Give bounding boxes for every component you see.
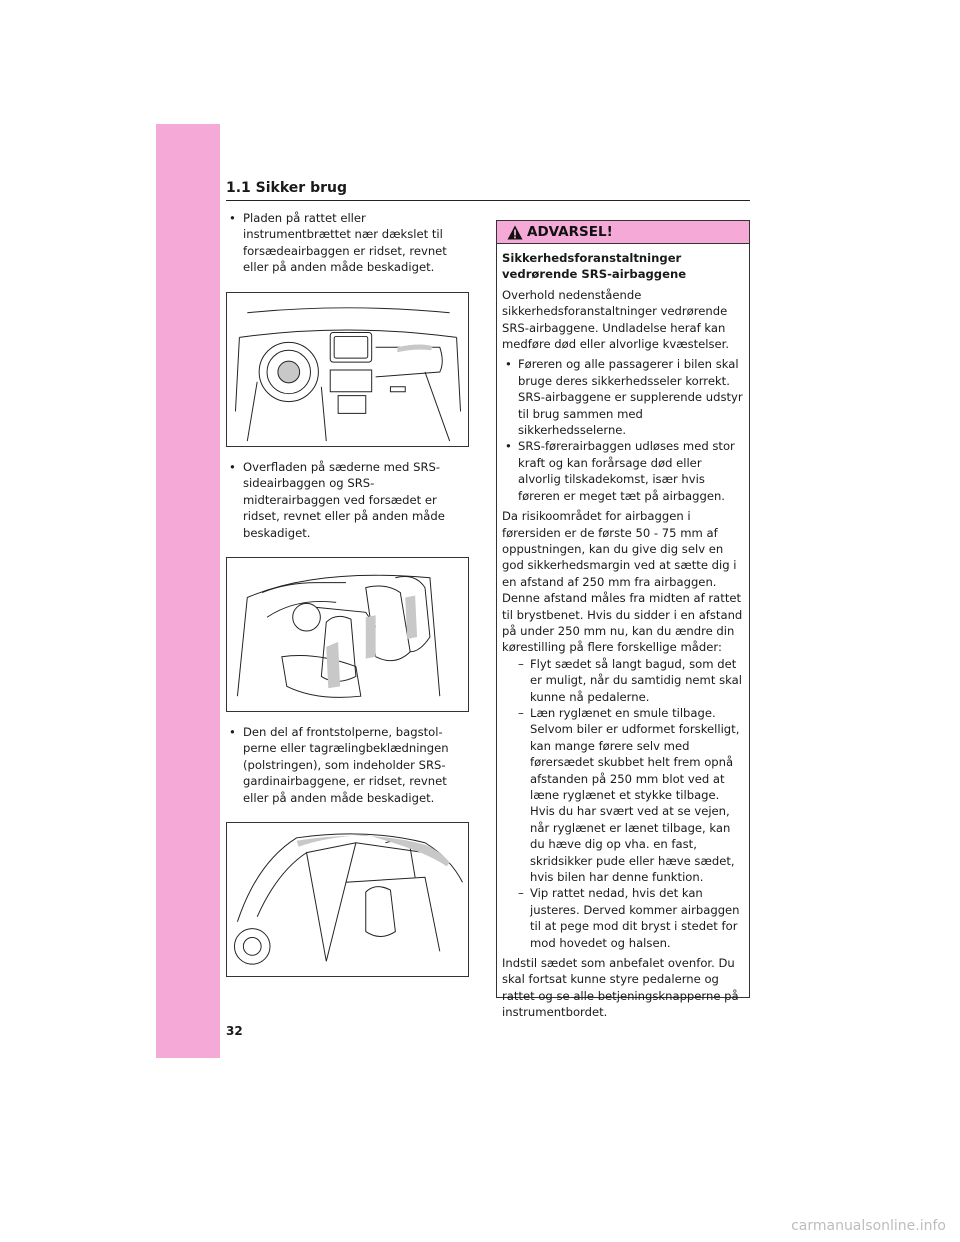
warning-bullet-seatbelts: • Føreren og alle passagerer i bilen skal bruge deres sikkerhedsseler korrekt. SRS-airbaggene er supplerende udstyr til brug sammen med sikkerhedsselerne.	[505, 357, 743, 438]
bullet-curtain-pillars: • Den del af frontstolperne, bagstol-perne eller tagrælingbeklædningen (polstringen), som indeholder SRS-gardinairbaggene, er ridset, revnet eller på anden måde beskadiget.	[229, 725, 449, 805]
left-column-3	[226, 724, 470, 806]
figure-dashboard	[226, 292, 469, 447]
bullet-steering-panel: • Pladen på rattet eller instrumentbrættet nær dækslet til forsædeairbaggen er ridset, revnet eller på anden måde beskadiget.	[229, 211, 447, 275]
watermark: carmanualsonline.info	[791, 1218, 946, 1234]
header-rule	[226, 200, 750, 201]
bullet-seat-surface: • Overfladen på sæderne med SRS-sideairbaggen og SRS-midterairbaggen ved forsædet er ridset, revnet eller på anden måde beskadiget.	[229, 460, 445, 540]
left-column	[226, 210, 470, 276]
warning-distance-paragraph: Da risikoområdet for airbaggen i førersiden er de første 50 - 75 mm af oppustningen, kan du give dig selv en god sikkerhedsmargin ved at sætte dig i en afstand af 250 mm fra airbaggen. Denne afstand måles fra midten af rattet til brystbenet. Hvis du sidder i en afstand på under 250 mm nu, kan du ændre din kørestilling på flere forskellige måder:	[502, 509, 743, 655]
warning-dash-tilt-wheel: – Vip rattet nedad, hvis det kan justeres. Derved kommer airbaggen til at pege mod dit bryst i stedet for mod hovedet og halsen.	[518, 886, 740, 950]
warning-header	[497, 221, 749, 244]
dashboard-illustration	[227, 293, 468, 446]
chapter-tab-strip	[156, 124, 220, 1058]
section-title: 1.1 Sikker brug	[226, 180, 347, 196]
figure-curtain	[226, 822, 469, 977]
warning-triangle-icon	[507, 225, 523, 240]
warning-title: ADVARSEL!	[527, 224, 613, 240]
seats-illustration	[227, 558, 468, 711]
curtain-illustration	[227, 823, 468, 976]
warning-bullet-driver-airbag: • SRS-førerairbaggen udløses med stor kraft og kan forårsage død eller alvorlig tilskadekomst, især hvis føreren er meget tæt på airbaggen.	[505, 439, 735, 503]
figure-seats	[226, 557, 469, 712]
warning-intro: Overhold nedenstående sikkerhedsforanstaltninger vedrørende SRS-airbaggene. Undladelse heraf kan medføre død eller alvorlige kvæstelser.	[502, 287, 730, 352]
left-column-2	[226, 459, 470, 541]
warning-subhead: Sikkerhedsforanstaltninger vedrørende SRS-airbaggene	[502, 251, 687, 282]
warning-dash-recline: – Læn ryglænet en smule tilbage. Selvom biler er udformet forskelligt, kan mange førere selv med førersædet skubbet helt frem opnå afstanden på 250 mm blot ved at læne ryglænet et stykke tilbage. Hvis du har svært ved at se vejen, når ryglænet er lænet tilbage, kan du hæve dig op vha. en fast, skridsikker pude eller hæve sædet, hvis bilen har denne funktion.	[518, 705, 740, 885]
warning-outro: Indstil sædet som anbefalet ovenfor. Du skal fortsat kunne styre pedalerne og rattet og se alle betjeningsknapperne på instrumentbordet.	[502, 956, 739, 1020]
warning-body	[497, 244, 749, 1021]
warning-box	[496, 220, 750, 1020]
page-number: 32	[226, 1024, 243, 1038]
warning-dash-move-seat: – Flyt sædet så langt bagud, som det er muligt, når du samtidig nemt skal kunne nå pedalerne.	[518, 656, 742, 704]
